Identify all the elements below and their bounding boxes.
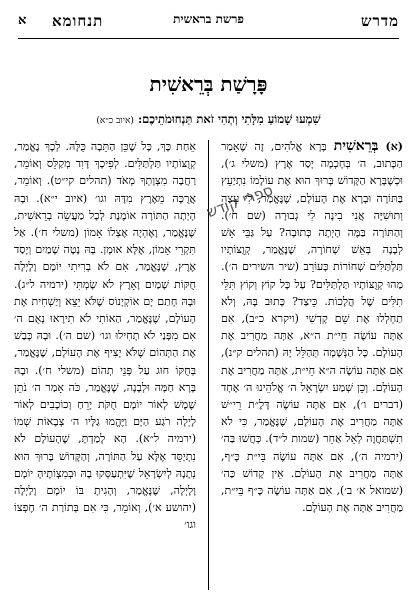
lead-word: בְּרֵאשִׁית (333, 138, 379, 154)
header-rule (18, 38, 399, 39)
page-header (18, 12, 399, 38)
header-title: תנחומא (52, 12, 104, 30)
opening-verse-text: שִׁמְעוּ שָׁמוֹעַ מִלָּתִי וְתְהִי זֹאת תַּנְחוּמֹתֵיכֶם: (137, 112, 321, 126)
library-stamp: ספרי קודש (204, 180, 276, 222)
paragraph-label: (א) (385, 140, 403, 153)
opening-verse-source: (איוב כ״א) (96, 116, 134, 126)
left-column-text: אֵחַת כָּךְ, כָּל שֶׁכֵּן הַתֵּבָה כֻּלָּהּ. לְכָךְ נֶאֱמַר, קְוֻצּוֹתָיו תַּלְתַּלִּים. לְפִיכָךְ דָּוִד מְקַלֵּס וְאוֹמֵר, רַחֲבָה מִצְוָתְךָ מְאֹד (תהלים קי״ט). וְאוֹמֵר, אֲרֻכָּה מֵאֶרֶץ מִדָּהּ וגו׳ (איוב י״א). וּבָהּ הָיְתָה הַתּוֹרָה אוֹמֶנֶת לְכָל מַעֲשֵׂה בְרֵאשִׁית, שֶׁנֶּאֱמַר, וָאֶהְיֶה אֶצְלוֹ אָמוֹן (משלי ח׳). אַל תִּקְרֵי אָמוֹן, אֶלָּא אוּמָן. בְּהּ נָטָה שָׁמַיִם וְיָסַד אֶרֶץ, שֶׁנֶּאֱמַר, אִם לֹא בְרִיתִי יוֹמָם וָלָיְלָה חֻקּוֹת שָׁמַיִם וָאָרֶץ לֹא שָׂמְתִּי (ירמיה ל״ג). וּבָהּ חָתַם יָם אוֹקְיָנוֹס שֶׁלֹּא יֵצֵא וְיַשְׁחִית אֶת הָעוֹלָם, שֶׁנֶּאֱמַר, הַאוֹתִי לֹא תִירָאוּ נְאֻם ה׳ אִם מִפָּנַי לֹא תָחִילוּ וגו׳ (שם ה׳). וּבָהּ כָּבַשׁ אֶת הַתְּהוֹם שֶׁלֹּא יָצִיף אֶת הָעוֹלָם, שֶׁנֶּאֱמַר, בְּחֻקּוֹ חוּג עַל פְּנֵי תְהוֹם (משלי ח׳). וּבָהּ בָּרָא חַמָּה וּלְבָנָה, שֶׁנֶּאֱמַר, כֹּה אָמַר ה׳ נֹתֵן שֶׁמֶשׁ לְאוֹר יוֹמָם חֻקֹּת יָרֵחַ וְכוֹכָבִים לְאוֹר לָיְלָה רֹגַע הַיָּם וַיֶּהֱמוּ גַלָּיו ה׳ צְבָאוֹת שְׁמוֹ (ירמיה ל״א). הָא לָמַדְתָּ, שֶׁהָעוֹלָם לֹא נִתְיַסֵּד אֶלָּא עַל הַתּוֹרָה, וְהַקָּדוֹשׁ בָּרוּךְ הוּא נְתָנָהּ לְיִשְׂרָאֵל שֶׁיִּתְעַסְּקוּ בָהּ וּבְמִצְוֹתֶיהָ יוֹמָם וָלָיְלָה, שֶׁנֶּאֱמַר, וְהָגִיתָ בּוֹ יוֹמָם וָלַיְלָה (יהושע א׳), וְאוֹמֵר, כִּי אִם בְּתוֹרַת ה׳ חֶפְצוֹ וגו׳ (14, 140, 196, 532)
page-number: א (18, 13, 27, 28)
left-column (14, 138, 196, 590)
opening-verse (12, 112, 405, 126)
header-book-label: מדרש (360, 12, 399, 30)
header-parsha-label: פרשת בראשית (173, 12, 244, 26)
right-column-text: בָּרָא אֱלֹהִים, זֶה שֶׁאָמַר הַכָּתוּב, ה׳ בְּחָכְמָה יָסַד אֶרֶץ (משלי ג׳), וּכְשֶׁבָּרָא הַקָּדוֹשׁ בָּרוּךְ הוּא אֶת עוֹלָמוֹ נִתְיַעֵץ בַּתּוֹרָה וּבָרָא אֶת הָעוֹלָם, שֶׁנֶּאֱמַר, לִי עֵצָה וְתוּשִׁיָּה אֲנִי בִינָה לִי גְבוּרָה (שם ח׳). וְהַתּוֹרָה בַּמֶּה הָיְתָה כְּתוּבָה? עַל גַּבֵּי אֵשׁ לְבָנָה בְּאֵשׁ שְׁחוֹרָה, שֶׁנֶּאֱמַר, קְוֻצּוֹתָיו תַּלְתַּלִּים שְׁחוֹרוֹת כָּעוֹרֵב (שיר השירים ה׳). מַהוּ קְוֻצּוֹתָיו תַּלְתַּלִּים? עַל כָּל קוֹץ וְקוֹץ תִּלֵּי תִלִּים שֶׁל הֲלָכוֹת. כֵּיצַד? כָּתוּב בָּהּ, וְלֹא תַחְלְלוּ אֶת שֵׁם קָדְשִׁי (ויקרא כ״ב), אִם אַתָּה עוֹשֶׂה חֵי״ת ה״א, אַתָּה מַחֲרִיב אֶת הָעוֹלָם. כָּל הַנְּשָׁמָה תְּהַלֵּל יָהּ (תהלים ק״נ), אִם אַתָּה עוֹשֶׂה ה״א חֵי״ת, אַתָּה מַחֲרִיב אֶת הָעוֹלָם. וְכֵן שְׁמַע יִשְׂרָאֵל ה׳ אֱלֹהֵינוּ ה׳ אֶחָד (דברים ו׳), אִם אַתָּה עוֹשֶׂה דָּלֶ״ת רֵי״שׁ אַתָּה מַחֲרִיב אֶת הָעוֹלָם, שֶׁנֶּאֱמַר, כִּי לֹא תִשְׁתַּחֲוֶה לְאֵל אַחֵר (שמות ל״ד). כְּחֲשׁוּ בַּה׳ (ירמיה ה׳), אִם אַתָּה עוֹשֶׂה בֵּי״ת כָּ״ף, אַתָּה מַחֲרִיב אֶת הָעוֹלָם. אֵין קָדוֹשׁ כַּה׳ (שמואל א׳ ב׳), אִם אַתָּה עוֹשֶׂה כָּ״ף בֵּי״ת, מַחֲרִיב אַתָּה אֶת הָעוֹלָם. (221, 140, 403, 515)
parsha-title: פָּרָשַׁת בְּרֵאשִׁית (149, 72, 268, 96)
